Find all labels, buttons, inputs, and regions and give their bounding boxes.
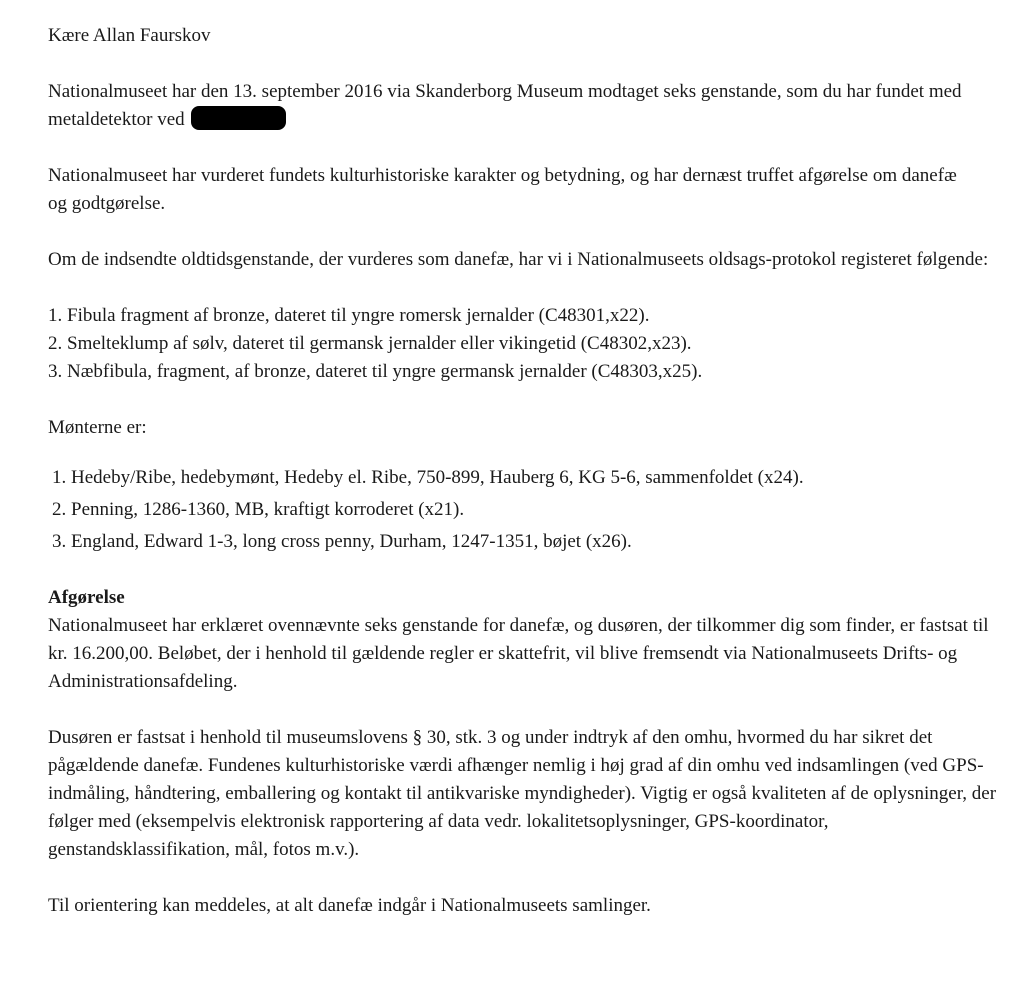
list-item: 1. Hedeby/Ribe, hedebymønt, Hedeby el. Ribe, 750-899, Hauberg 6, KG 5-6, sammenfoldet (x24).: [52, 467, 804, 488]
list-item: 2. Penning, 1286-1360, MB, kraftigt korroderet (x21).: [52, 499, 465, 520]
intro-text: Nationalmuseet har den 13. september 2016 via Skanderborg Museum modtaget seks genstande, som du har fundet med metaldetektor ved: [48, 81, 962, 130]
coins-intro: Mønterne er:: [48, 417, 147, 438]
reward-paragraph: Dusøren er fastsat i henhold til museumslovens § 30, stk. 3 og under indtryk af den omhu, hvormed du har sikret det pågældende danefæ. Fundenes kulturhistoriske værdi afhænger nemlig i høj grad af din omhu ved indsamlingen (ved GPS-indmåling, håndtering, emballering og kontakt til antikvariske myndigheder). Vigtig er også kvaliteten af de oplysninger, der følger med (eksempelvis elektronisk rapportering af data vedr. lokalitetsoplysninger, GPS-koordinator, genstandsklassifikation, mål, fotos m.v.).: [48, 727, 997, 860]
decision-section: [48, 584, 1008, 696]
letter-body: [48, 22, 1008, 948]
artifact-list: [48, 302, 1008, 386]
assessment-paragraph: Nationalmuseet har vurderet fundets kulturhistoriske karakter og betydning, og har dernæst truffet afgørelse om danefæ og godtgørelse.: [48, 165, 957, 214]
list-item: 2. Smelteklump af sølv, dateret til germansk jernalder eller vikingetid (C48302,x23).: [48, 333, 692, 354]
list-item: 3. Næbfibula, fragment, af bronze, dateret til yngre germansk jernalder (C48303,x25).: [48, 361, 703, 382]
intro-paragraph: [48, 78, 978, 134]
decision-heading: Afgørelse: [48, 587, 125, 608]
redaction-block: [191, 106, 286, 130]
greeting: Kære Allan Faurskov: [48, 25, 211, 46]
registration-paragraph: Om de indsendte oldtidsgenstande, der vurderes som danefæ, har vi i Nationalmuseets oldsags-protokol registeret følgende:: [48, 249, 989, 270]
list-item: 3. England, Edward 1-3, long cross penny, Durham, 1247-1351, bøjet (x26).: [52, 531, 632, 552]
list-item: 1. Fibula fragment af bronze, dateret til yngre romersk jernalder (C48301,x22).: [48, 305, 650, 326]
closing-paragraph: Til orientering kan meddeles, at alt danefæ indgår i Nationalmuseets samlinger.: [48, 895, 651, 916]
decision-text: Nationalmuseet har erklæret ovennævnte seks genstande for danefæ, og dusøren, der tilkommer dig som finder, er fastsat til kr. 16.200,00. Beløbet, der i henhold til gældende regler er skattefrit, vil blive fremsendt via Nationalmuseets Drifts- og Administrationsafdeling.: [48, 615, 989, 692]
coin-list: [48, 462, 1008, 558]
